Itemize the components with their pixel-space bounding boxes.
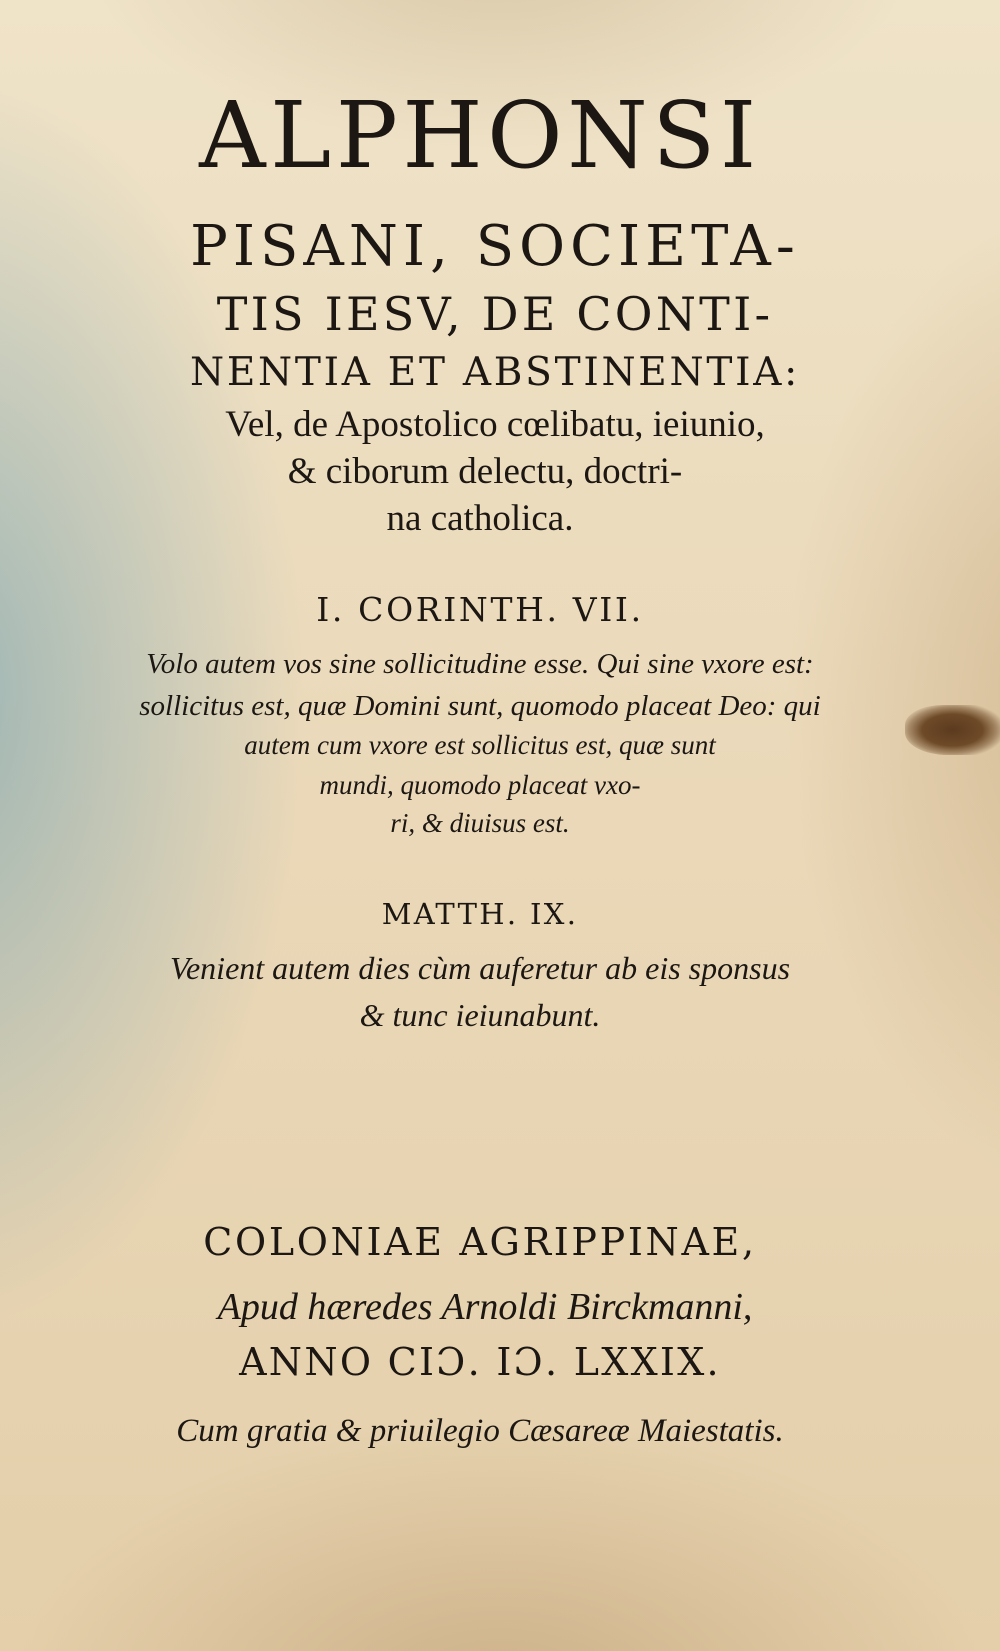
quote2-line-2: & tunc ieiunabunt.	[359, 997, 601, 1033]
title-line-3: TIS IESV, DE CONTI-	[216, 287, 774, 341]
quote2-heading: MATTH. IX.	[381, 897, 579, 931]
title-line-4: NENTIA ET ABSTINENTIA:	[189, 350, 801, 395]
quote1-line-3: autem cum vxore est sollicitus est, quæ sunt	[244, 730, 716, 760]
quote1-heading: I. CORINTH. VII.	[316, 590, 644, 629]
title-line-1: ALPHONSI	[199, 82, 761, 189]
quote1-line-5: ri, & diuisus est.	[390, 808, 570, 838]
title-line-7: na catholica.	[386, 498, 574, 539]
imprint-privilege: Cum gratia & priuilegio Cæsareæ Maiestatis.	[176, 1413, 784, 1449]
imprint-printer: Apud hæredes Arnoldi Birckmanni,	[217, 1286, 753, 1328]
quote2-line-1: Venient autem dies cùm auferetur ab eis sponsus	[169, 950, 791, 986]
imprint-year: ANNO CIƆ. IƆ. LXXIX.	[239, 1340, 721, 1384]
imprint-place: COLONIAE AGRIPPINAE,	[203, 1220, 757, 1264]
quote1-line-2: sollicitus est, quæ Domini sunt, quomodo placeat Deo: qui	[139, 690, 821, 722]
title-line-6: & ciborum delectu, doctri-	[287, 451, 683, 492]
quote1-line-4: mundi, quomodo placeat vxo-	[319, 770, 641, 800]
quote1-line-1: Volo autem vos sine sollicitudine esse. Qui sine vxore est:	[146, 648, 814, 680]
title-line-2: PISANI, SOCIETA-	[190, 214, 800, 279]
title-line-5: Vel, de Apostolico cœlibatu, ieiunio,	[225, 404, 765, 445]
